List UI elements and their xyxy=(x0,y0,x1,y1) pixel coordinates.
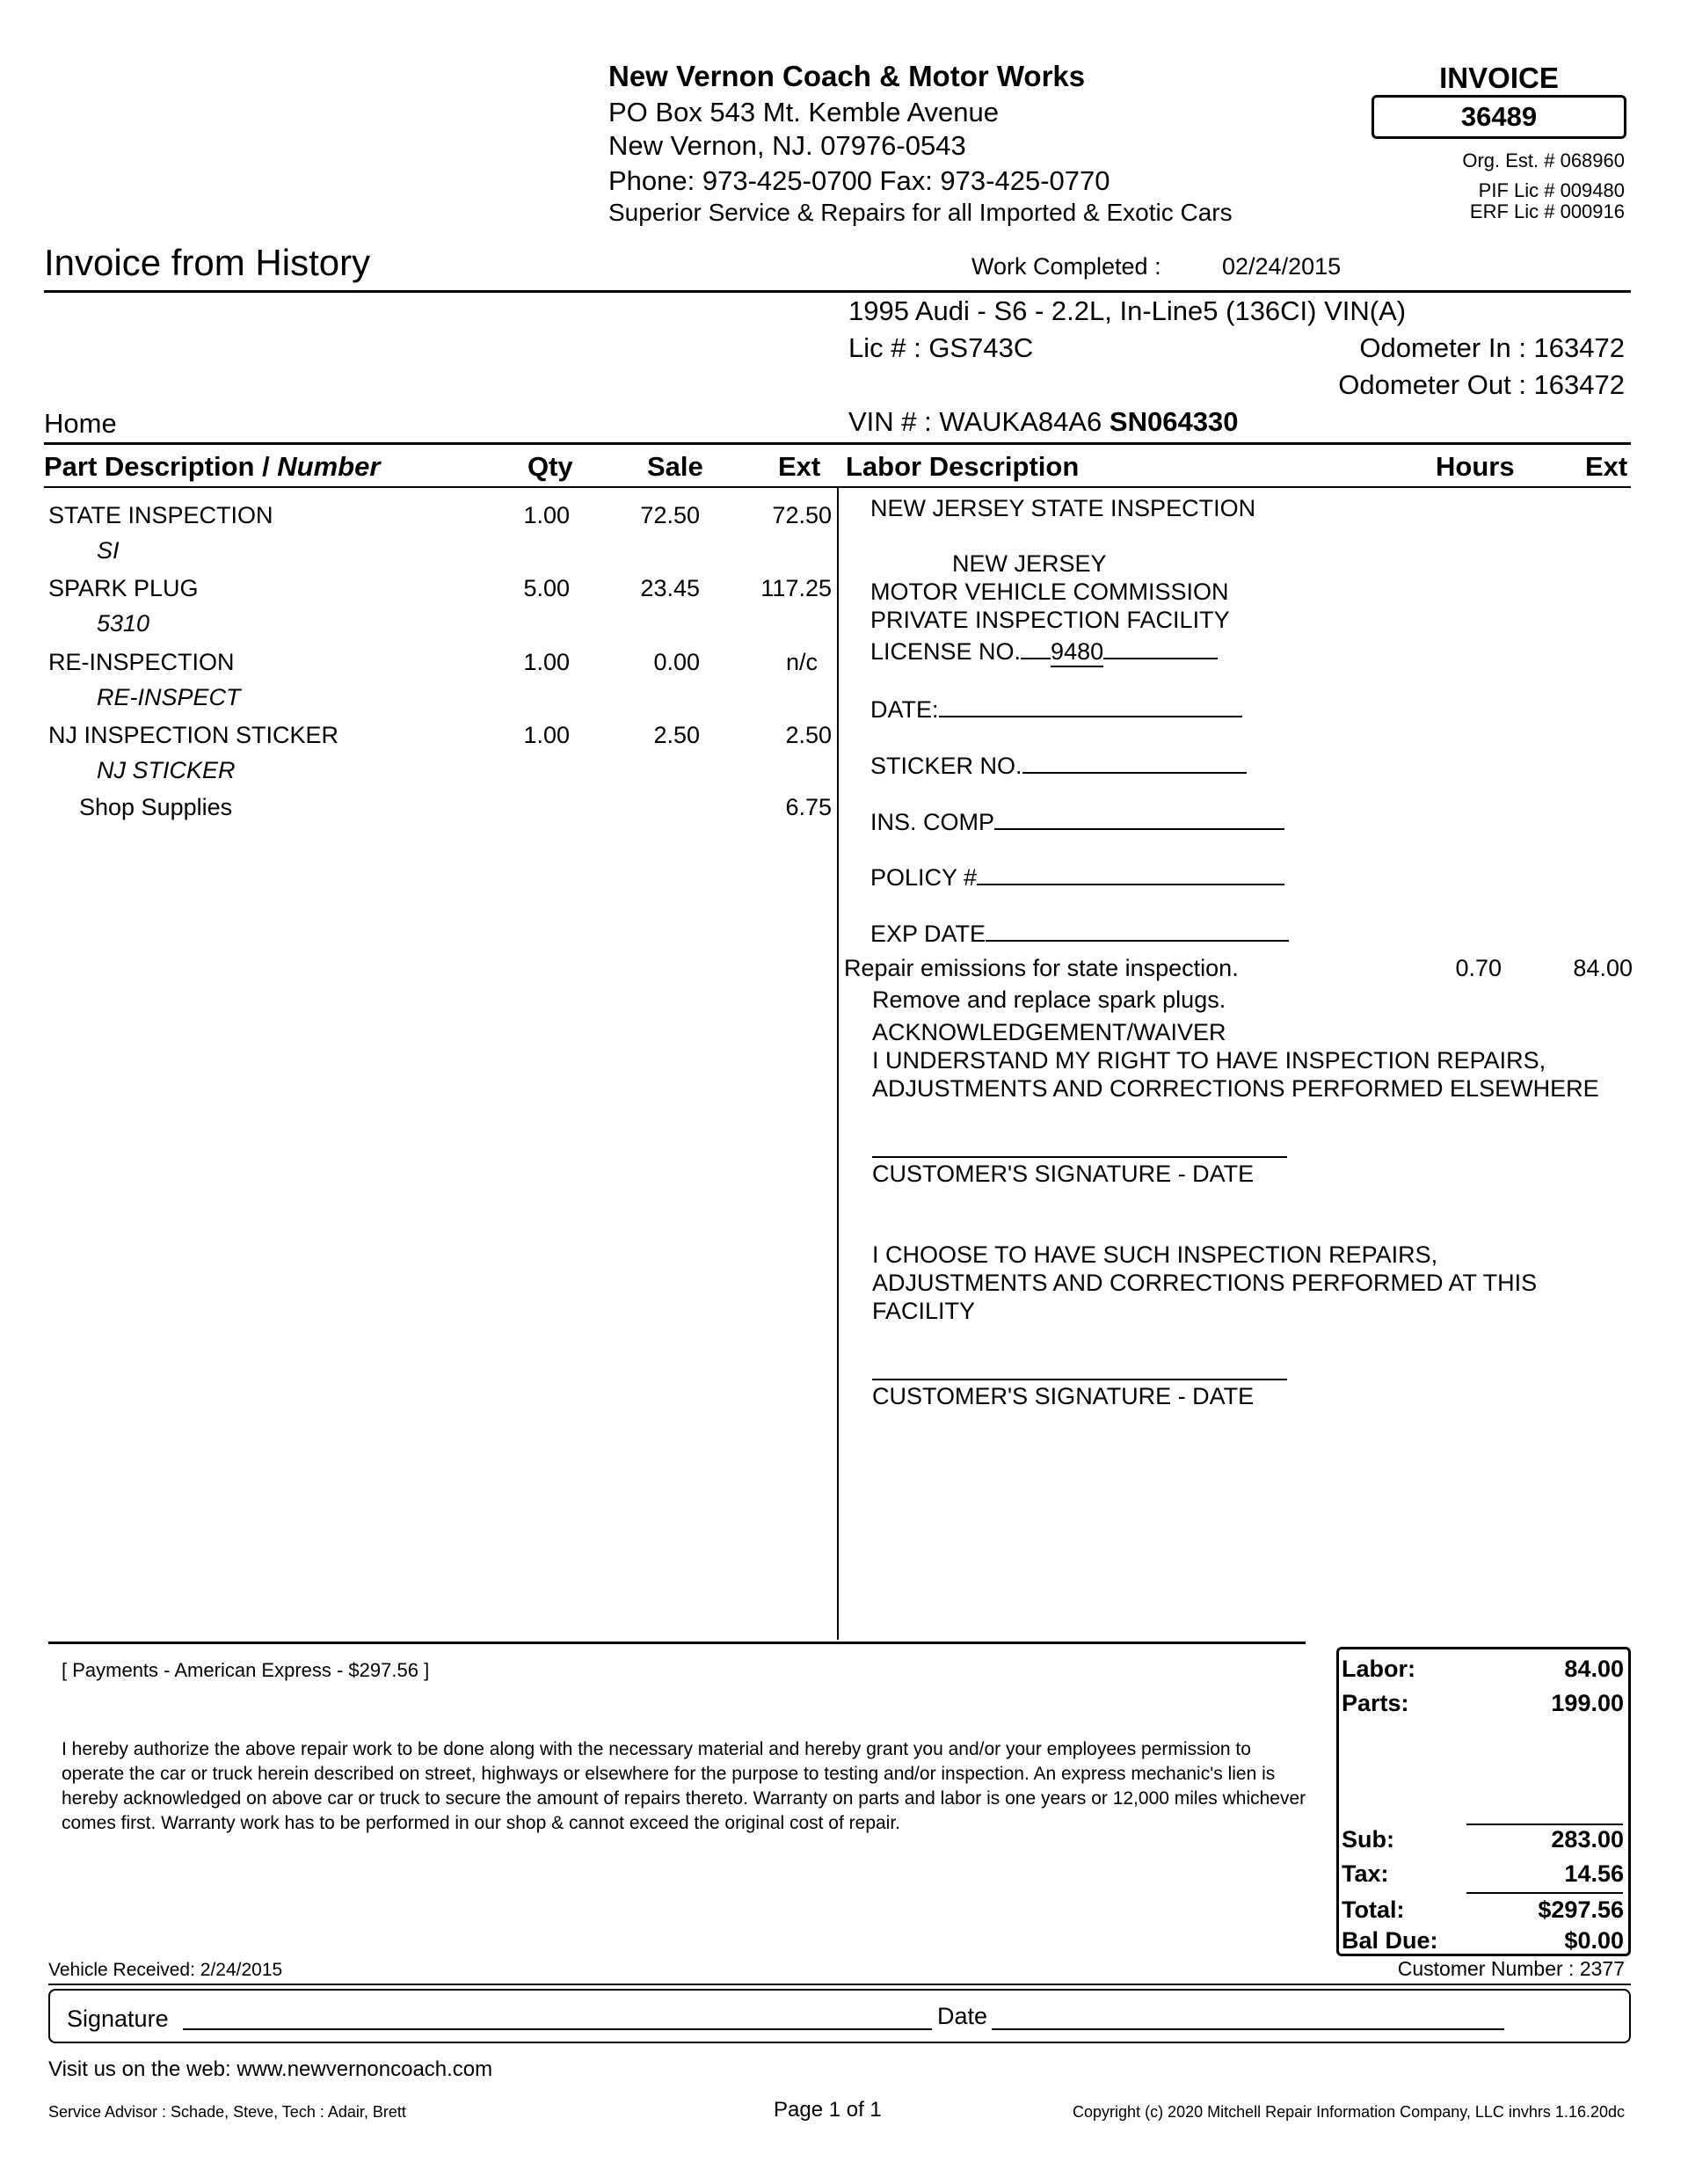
website: Visit us on the web: www.newvernoncoach.com xyxy=(48,2057,493,2081)
totals-tax-value: 14.56 xyxy=(1564,1860,1624,1887)
shop-supplies-label: Shop Supplies xyxy=(79,794,233,820)
parts-header-description: Part Description / Number xyxy=(44,451,381,482)
part-name: SPARK PLUG xyxy=(48,575,199,601)
labor-choose-3: FACILITY xyxy=(872,1298,976,1324)
part-ext: 72.50 xyxy=(772,502,832,528)
vehicle-description: 1995 Audi - S6 - 2.2L, In-Line5 (136CI) VIN(A) xyxy=(848,295,1407,326)
labor-understand-1: I UNDERSTAND MY RIGHT TO HAVE INSPECTION REPAIRS, xyxy=(872,1047,1546,1074)
part-name: RE-INSPECTION xyxy=(48,649,235,675)
totals-parts-value: 199.00 xyxy=(1551,1690,1624,1716)
work-completed-date: 02/24/2015 xyxy=(1222,253,1342,280)
totals-total-label: Total: xyxy=(1342,1896,1405,1923)
totals-tax-label: Tax: xyxy=(1342,1860,1389,1887)
labor-pif: PRIVATE INSPECTION FACILITY xyxy=(870,607,1230,633)
signature-label: Signature xyxy=(67,2006,169,2032)
org-est: Org. Est. # 068960 xyxy=(1462,149,1625,171)
part-ext: n/c xyxy=(785,649,818,675)
part-name: NJ INSPECTION STICKER xyxy=(48,722,339,748)
labor-date-field: DATE: xyxy=(870,693,1242,724)
shop-supplies-ext: 6.75 xyxy=(785,794,832,820)
part-qty: 1.00 xyxy=(523,722,570,748)
copyright: Copyright (c) 2020 Mitchell Repair Information Company, LLC invhrs 1.16.20dc xyxy=(1073,2103,1625,2121)
totals-parts-label: Parts: xyxy=(1342,1690,1409,1716)
labor-license: LICENSE NO. 9480 xyxy=(870,635,1218,667)
company-address-2: New Vernon, NJ. 07976-0543 xyxy=(608,130,966,161)
labor-policy-field: POLICY # xyxy=(870,861,1284,892)
part-name: STATE INSPECTION xyxy=(48,502,273,528)
license-number: 9480 xyxy=(1051,638,1103,667)
part-qty: 5.00 xyxy=(523,575,570,601)
part-sale: 72.50 xyxy=(640,502,700,528)
labor-nj: NEW JERSEY xyxy=(952,550,1107,577)
vehicle-vin: VIN # : WAUKA84A6 SN064330 xyxy=(848,406,1239,437)
erf-lic: ERF Lic # 000916 xyxy=(1469,200,1625,222)
labor-repair-ext: 84.00 xyxy=(1573,955,1633,981)
parts-header-qty: Qty xyxy=(528,451,573,482)
table-top-rule xyxy=(44,442,1631,445)
vehicle-received: Vehicle Received: 2/24/2015 xyxy=(48,1960,283,1980)
signature-box xyxy=(48,1989,1631,2043)
part-code: 5310 xyxy=(97,610,150,637)
customer-signature-label-1: CUSTOMER'S SIGNATURE - DATE xyxy=(872,1161,1255,1187)
signature-line[interactable] xyxy=(183,2028,932,2030)
title-divider xyxy=(44,290,1631,293)
totals-balance-value: $0.00 xyxy=(1564,1927,1624,1954)
odometer-in: Odometer In : 163472 xyxy=(1359,332,1625,363)
signature-line-2 xyxy=(872,1379,1287,1380)
labor-choose-2: ADJUSTMENTS AND CORRECTIONS PERFORMED AT THIS xyxy=(872,1270,1538,1296)
parts-header-sale: Sale xyxy=(647,451,703,482)
part-sale: 23.45 xyxy=(640,575,700,601)
totals-sub-value: 283.00 xyxy=(1551,1826,1624,1853)
totals-sub-label: Sub: xyxy=(1342,1826,1394,1853)
labor-sticker-field: STICKER NO. xyxy=(870,749,1247,780)
service-advisor: Service Advisor : Schade, Steve, Tech : Adair, Brett xyxy=(48,2103,406,2121)
part-code: SI xyxy=(97,537,120,564)
labor-ins-comp-field: INS. COMP xyxy=(870,805,1284,836)
page-title: Invoice from History xyxy=(44,242,371,283)
labor-header-ext: Ext xyxy=(1585,451,1628,482)
invoice-label: INVOICE xyxy=(1439,62,1559,94)
customer-number: Customer Number : 2377 xyxy=(1397,1957,1625,1980)
labor-acknowledgement: ACKNOWLEDGEMENT/WAIVER xyxy=(872,1019,1226,1045)
customer-signature-label-2: CUSTOMER'S SIGNATURE - DATE xyxy=(872,1383,1255,1409)
company-address-1: PO Box 543 Mt. Kemble Avenue xyxy=(608,97,1000,127)
subtotal-rule xyxy=(1466,1824,1623,1825)
labor-repair-description: Repair emissions for state inspection. xyxy=(844,955,1239,981)
company-tagline: Superior Service & Repairs for all Imported & Exotic Cars xyxy=(608,199,1233,226)
page-number: Page 1 of 1 xyxy=(774,2098,882,2122)
authorization-text: I hereby authorize the above repair work to be done along with the necessary material and hereby grant you and/or your employees permission to operate the car or truck herein described on street, highways or elsewhere for the purpose to testing and/or inspection. An express mechanic's lien is hereby acknowledged on above car or truck to secure the amount of repairs thereto. Warranty on parts and labor is one years or 12,000 miles whichever comes first. Warranty work has to be performed in our shop & cannot exceed the original cost of repair. xyxy=(62,1739,1306,1833)
part-qty: 1.00 xyxy=(523,649,570,675)
part-code: NJ STICKER xyxy=(97,757,236,783)
vehicle-license: Lic # : GS743C xyxy=(848,332,1034,363)
labor-understand-2: ADJUSTMENTS AND CORRECTIONS PERFORMED ELSEWHERE xyxy=(872,1075,1599,1102)
pif-lic: PIF Lic # 009480 xyxy=(1478,179,1625,201)
customer-name: Home xyxy=(44,408,117,439)
labor-choose-1: I CHOOSE TO HAVE SUCH INSPECTION REPAIRS, xyxy=(872,1241,1438,1268)
parts-labor-divider xyxy=(837,488,839,1640)
footer-top-rule xyxy=(48,1642,1306,1644)
totals-balance-label: Bal Due: xyxy=(1342,1927,1438,1954)
payments-summary: [ Payments - American Express - $297.56 ] xyxy=(62,1659,430,1681)
company-phone-fax: Phone: 973-425-0700 Fax: 973-425-0770 xyxy=(608,165,1110,196)
part-sale: 0.00 xyxy=(653,649,700,675)
part-sale: 2.50 xyxy=(653,722,700,748)
labor-remove-replace: Remove and replace spark plugs. xyxy=(872,986,1226,1013)
total-rule xyxy=(1466,1892,1623,1894)
date-label: Date xyxy=(937,2003,988,2029)
labor-header-description: Labor Description xyxy=(846,451,1080,482)
part-qty: 1.00 xyxy=(523,502,570,528)
totals-total-value: $297.56 xyxy=(1538,1896,1624,1923)
part-ext: 117.25 xyxy=(760,575,832,601)
labor-repair-hours: 0.70 xyxy=(1455,955,1502,981)
labor-mvc: MOTOR VEHICLE COMMISSION xyxy=(870,579,1229,605)
parts-header-ext: Ext xyxy=(778,451,821,482)
totals-labor-label: Labor: xyxy=(1342,1656,1415,1682)
date-line[interactable] xyxy=(992,2028,1504,2030)
invoice-number-box: 36489 xyxy=(1372,95,1626,139)
part-ext: 2.50 xyxy=(785,722,832,748)
signature-line-1 xyxy=(872,1156,1287,1158)
company-name: New Vernon Coach & Motor Works xyxy=(608,60,1086,92)
labor-header-hours: Hours xyxy=(1436,451,1515,482)
labor-exp-date-field: EXP DATE xyxy=(870,917,1289,948)
odometer-out: Odometer Out : 163472 xyxy=(1338,369,1625,400)
part-code: RE-INSPECT xyxy=(97,684,241,710)
work-completed-label: Work Completed : xyxy=(971,253,1161,280)
totals-labor-value: 84.00 xyxy=(1564,1656,1624,1682)
signature-top-rule xyxy=(48,1984,1631,1985)
labor-line-inspection: NEW JERSEY STATE INSPECTION xyxy=(870,495,1256,521)
